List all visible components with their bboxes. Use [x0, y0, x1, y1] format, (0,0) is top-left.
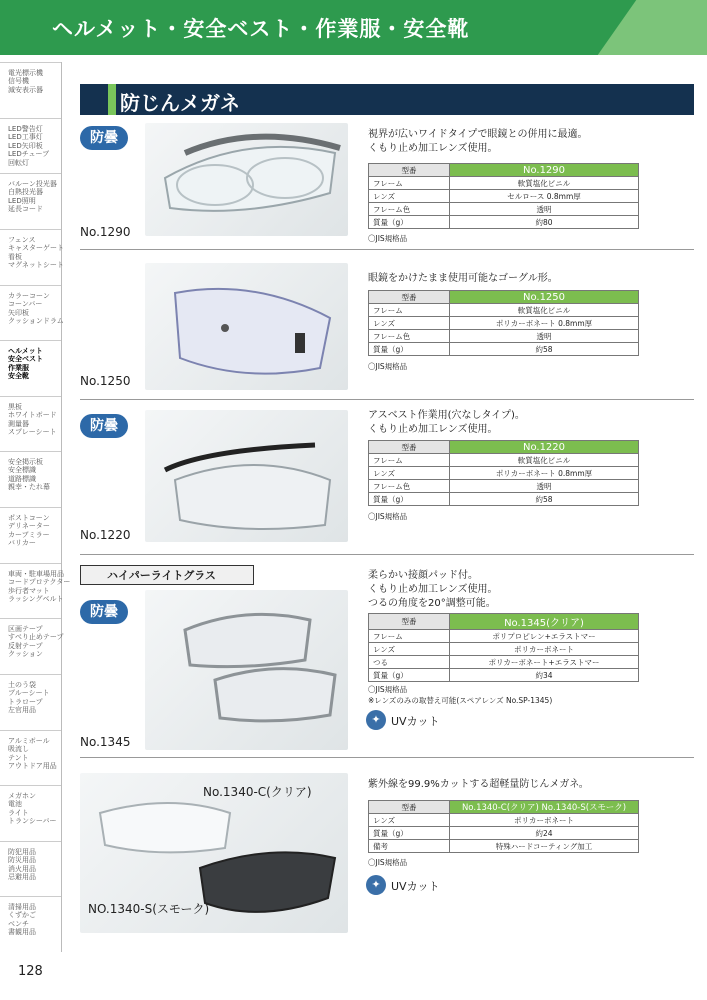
sidebar-category-label: 延長コード — [8, 205, 43, 214]
spec-row — [369, 304, 639, 317]
section-divider — [80, 757, 694, 758]
spec-value: 約58 — [450, 493, 639, 506]
description-line: 眼鏡をかけたまま使用可能なゴーグル形。 — [368, 273, 558, 284]
description-line: くもり止め加工レンズ使用。 — [368, 143, 498, 154]
product-description — [368, 409, 525, 437]
uv-label: UVカット — [391, 715, 440, 728]
spec-value: ポリカーボネート+エラストマー — [450, 656, 639, 669]
spec-table — [368, 440, 639, 506]
model-label: No.1345 — [80, 735, 131, 749]
sidebar-category[interactable] — [0, 674, 61, 730]
sidebar-category-label: LEDチューブ — [8, 150, 50, 159]
page-header — [0, 0, 707, 55]
sidebar-category-label: ベンチ — [8, 919, 29, 928]
spec-row — [369, 454, 639, 467]
section-divider — [80, 554, 694, 555]
sidebar-category-label: 回転灯 — [8, 158, 29, 167]
spec-row — [369, 203, 639, 216]
sidebar-category-label: キャスターゲート — [8, 244, 64, 253]
section-divider — [80, 249, 694, 250]
sidebar-category-label: 安全ベスト — [8, 355, 43, 364]
spec-key: 質量（g） — [369, 493, 450, 506]
sidebar-category-label: 電池 — [8, 800, 22, 809]
spec-value: 約24 — [450, 827, 639, 840]
sidebar-category-label: 親幸・たれ幕 — [8, 483, 50, 492]
sidebar-category-label: スプレーシート — [8, 428, 57, 437]
section-divider — [80, 399, 694, 400]
spec-value: 特殊ハードコーティング加工 — [450, 840, 639, 853]
sidebar-category-label: 白熱投光器 — [8, 188, 43, 197]
spec-key: レンズ — [369, 317, 450, 330]
sidebar-category-label: クッション — [8, 650, 43, 659]
spec-value: 透明 — [450, 480, 639, 493]
model-label-clear: No.1340-C(クリア) — [203, 785, 312, 799]
page-number: 128 — [18, 964, 43, 979]
sidebar-category[interactable] — [0, 451, 61, 507]
page-title: ヘルメット・安全ベスト・作業服・安全靴 — [52, 17, 470, 41]
spec-row — [369, 814, 639, 827]
sidebar-category-label: アウトドア用品 — [8, 762, 57, 771]
jis-note: 〇JIS規格品 — [368, 685, 408, 694]
spare-lens-note: ※レンズのみの取替え可能(スペアレンズ No.SP-1345) — [368, 696, 553, 705]
sidebar-category[interactable] — [0, 62, 61, 118]
sidebar-category-label: トラロープ — [8, 697, 43, 706]
spec-value: 透明 — [450, 330, 639, 343]
sidebar-category-label: 矢印板 — [8, 308, 29, 317]
sidebar-category[interactable] — [0, 730, 61, 786]
spec-row — [369, 190, 639, 203]
spec-key: 質量（g） — [369, 216, 450, 229]
sidebar-category-label: 歩行者マット — [8, 586, 50, 595]
spec-row — [369, 343, 639, 356]
product-description — [368, 272, 558, 286]
spec-row — [369, 630, 639, 643]
spec-key: 質量（g） — [369, 343, 450, 356]
sidebar-category[interactable] — [0, 507, 61, 563]
sidebar-category-label: ポストコーン — [8, 514, 50, 522]
spec-key: レンズ — [369, 467, 450, 480]
spec-key: レンズ — [369, 190, 450, 203]
description-line: 柔らかい接顔パッド付。 — [368, 570, 478, 581]
spec-row — [369, 317, 639, 330]
spec-row — [369, 330, 639, 343]
uv-label: UVカット — [391, 880, 440, 893]
product-description — [368, 778, 589, 792]
sidebar-category-label: カラーコーン — [8, 292, 50, 300]
sidebar-category-label: トランシーバー — [8, 817, 57, 826]
category-sidebar — [0, 62, 71, 952]
sidebar-category-label: 電光標示機 — [8, 69, 43, 77]
spec-key: 型番 — [369, 441, 450, 454]
spec-row — [369, 441, 639, 454]
spec-key: フレーム色 — [369, 203, 450, 216]
product-photo-1220 — [145, 410, 348, 542]
sidebar-category[interactable] — [0, 118, 61, 174]
spec-row — [369, 177, 639, 190]
section-accent — [108, 84, 116, 115]
spec-value: 軟質塩化ビニル — [450, 304, 639, 317]
sidebar-category-label: LED警告灯 — [8, 125, 43, 133]
glasses-illustration — [145, 590, 348, 750]
anti-fog-badge: 防曇 — [80, 600, 128, 624]
sidebar-category-label: 車両・駐車場用品 — [8, 570, 64, 578]
spec-table — [368, 163, 639, 229]
spec-key: フレーム — [369, 454, 450, 467]
sidebar-category-label: LED照明 — [8, 196, 36, 205]
sidebar-category-label: 作業服 — [8, 363, 29, 372]
spec-key: フレーム色 — [369, 480, 450, 493]
sidebar-category-label: 道路標識 — [8, 474, 36, 483]
spec-table — [368, 290, 639, 356]
sidebar-category-label: 忌避用品 — [8, 873, 36, 882]
spec-table — [368, 613, 639, 682]
sidebar-category[interactable] — [0, 285, 64, 341]
spec-value: ポリカーボネート — [450, 814, 639, 827]
spec-value: No.1290 — [450, 164, 639, 177]
spec-row — [369, 164, 639, 177]
sidebar-category-label: カーブミラー — [8, 530, 50, 539]
sidebar-category-label: バリカー — [8, 539, 36, 548]
product-photo-1250 — [145, 263, 348, 390]
product-description — [368, 569, 497, 611]
spec-key: フレーム — [369, 630, 450, 643]
spec-table — [368, 800, 639, 853]
sidebar-category-label: 黒板 — [8, 403, 22, 411]
sidebar-category-label: 吸流し — [8, 745, 29, 754]
product-line-heading: ハイパーライトグラス — [80, 565, 254, 585]
sidebar-category-label: 減安表示器 — [8, 85, 43, 94]
spec-value: No.1340-C(クリア) No.1340-S(スモーク) — [450, 801, 639, 814]
description-line: 視界が広いワイドタイプで眼鏡との併用に最適。 — [368, 129, 588, 140]
sidebar-category-label: 信号機 — [8, 77, 29, 86]
spec-row — [369, 643, 639, 656]
sidebar-category[interactable] — [0, 618, 64, 674]
spec-value: No.1220 — [450, 441, 639, 454]
sidebar-category-label: 消火用品 — [8, 864, 36, 873]
sidebar-category-label: 区画テープ — [8, 625, 43, 633]
spec-row — [369, 669, 639, 682]
spec-row — [369, 614, 639, 630]
spec-value: ポリカーボネート 0.8mm厚 — [450, 317, 639, 330]
spec-row — [369, 493, 639, 506]
spec-value: セルロース 0.8mm厚 — [450, 190, 639, 203]
sidebar-category-label: ブルーシート — [8, 689, 50, 698]
spec-key: レンズ — [369, 814, 450, 827]
goggle-illustration — [145, 263, 348, 390]
jis-note: 〇JIS規格品 — [368, 858, 408, 867]
spec-value: 軟質塩化ビニル — [450, 454, 639, 467]
uv-icon: ✦ — [366, 710, 386, 730]
sidebar-category-label: デリネーター — [8, 522, 50, 531]
product-description — [368, 128, 588, 156]
spec-value: 透明 — [450, 203, 639, 216]
sidebar-category[interactable] — [0, 173, 61, 229]
sidebar-category-label: 看板 — [8, 252, 22, 261]
sidebar-category-label: メガホン — [8, 792, 36, 800]
product-photo-1345 — [145, 590, 348, 750]
spec-value: ポリカーボネート 0.8mm厚 — [450, 467, 639, 480]
goggle-illustration — [145, 123, 348, 236]
spec-key: 型番 — [369, 164, 450, 177]
sidebar-category[interactable] — [0, 340, 61, 396]
sidebar-category-label: ホワイトボード — [8, 411, 57, 420]
uv-icon: ✦ — [366, 875, 386, 895]
sidebar-category-label: バルーン投光器 — [8, 180, 57, 188]
sidebar-category-label: くずかご — [8, 911, 36, 920]
model-label: No.1220 — [80, 528, 131, 542]
sidebar-category-label: テント — [8, 753, 29, 762]
sidebar-category-label: 安全標識 — [8, 466, 36, 475]
sidebar-category-label: 反射テープ — [8, 641, 43, 650]
sidebar-category-label: LED矢印板 — [8, 141, 43, 150]
goggle-illustration — [145, 410, 348, 542]
spec-key: 型番 — [369, 291, 450, 304]
sidebar-category[interactable] — [0, 396, 61, 452]
sidebar-category[interactable] — [0, 785, 61, 841]
sidebar-category-label: 測量器 — [8, 419, 29, 428]
sidebar-category-label: 土のう袋 — [8, 681, 36, 689]
spec-key: 型番 — [369, 801, 450, 814]
anti-fog-badge: 防曇 — [80, 126, 128, 150]
spec-value: 約34 — [450, 669, 639, 682]
spec-row — [369, 480, 639, 493]
header-decoration — [598, 0, 707, 55]
spec-key: つる — [369, 656, 450, 669]
jis-note: 〇JIS規格品 — [368, 362, 408, 371]
spec-value: ポリカーボネート — [450, 643, 639, 656]
sidebar-category-label: コードプロテクター — [8, 578, 71, 587]
jis-note: 〇JIS規格品 — [368, 512, 408, 521]
spec-row — [369, 291, 639, 304]
sidebar-category-label: すべり止めテープ — [8, 633, 64, 642]
sidebar-category-label: 安全靴 — [8, 372, 29, 381]
sidebar-category-label: 安全掲示板 — [8, 458, 43, 466]
spec-value: No.1345(クリア) — [450, 614, 639, 630]
spec-row — [369, 656, 639, 669]
section-title-bar — [80, 84, 694, 115]
sidebar-category-label: ヘルメット — [8, 347, 43, 355]
spec-key: 質量（g） — [369, 827, 450, 840]
spec-row — [369, 840, 639, 853]
jis-note: 〇JIS規格品 — [368, 234, 408, 243]
description-line: くもり止め加工レンズ使用。 — [368, 424, 498, 435]
spec-row — [369, 467, 639, 480]
sidebar-category-label: 防災用品 — [8, 856, 36, 865]
spec-row — [369, 216, 639, 229]
spec-value: 約58 — [450, 343, 639, 356]
spec-row — [369, 801, 639, 814]
model-label: No.1250 — [80, 374, 131, 388]
sidebar-category[interactable] — [0, 563, 71, 619]
sidebar-category[interactable] — [0, 896, 61, 952]
spec-value: 軟質塩化ビニル — [450, 177, 639, 190]
section-title: 防じんメガネ — [120, 91, 240, 115]
sidebar-category-label: 書観用品 — [8, 928, 36, 937]
spec-key: フレーム色 — [369, 330, 450, 343]
spec-key: フレーム — [369, 177, 450, 190]
sidebar-category-label: ライト — [8, 808, 29, 817]
spec-value: No.1250 — [450, 291, 639, 304]
spec-key: レンズ — [369, 643, 450, 656]
description-line: 紫外線を99.9%カットする超軽量防じんメガネ。 — [368, 779, 589, 790]
product-photo-1290 — [145, 123, 348, 236]
description-line: アスベスト作業用(穴なしタイプ)。 — [368, 410, 525, 421]
sidebar-category-label: LED工事灯 — [8, 133, 43, 142]
sidebar-category-label: フェンス — [8, 236, 36, 244]
sidebar-category-label: 清掃用品 — [8, 903, 36, 911]
model-label-smoke: NO.1340-S(スモーク) — [88, 902, 210, 916]
sidebar-category-label: コーンバー — [8, 300, 43, 309]
sidebar-category-label: 防犯用品 — [8, 848, 36, 856]
description-line: つるの角度を20°調整可能。 — [368, 598, 496, 609]
spec-row — [369, 827, 639, 840]
sidebar-category-label: ラッシングベルト — [8, 595, 64, 604]
model-label: No.1290 — [80, 225, 131, 239]
spec-key: 備考 — [369, 840, 450, 853]
description-line: くもり止め加工レンズ使用。 — [368, 584, 498, 595]
spec-key: 型番 — [369, 614, 450, 630]
spec-key: フレーム — [369, 304, 450, 317]
sidebar-category-label: クッションドラム — [8, 317, 64, 326]
sidebar-category[interactable] — [0, 841, 61, 897]
sidebar-category[interactable] — [0, 229, 64, 285]
anti-fog-badge: 防曇 — [80, 414, 128, 438]
sidebar-category-label: 左官用品 — [8, 706, 36, 715]
sidebar-category-label: アルミボール — [8, 737, 50, 745]
spec-value: ポリプロピレン+エラストマー — [450, 630, 639, 643]
spec-key: 質量（g） — [369, 669, 450, 682]
spec-value: 約80 — [450, 216, 639, 229]
sidebar-category-label: マグネットシート — [8, 261, 64, 270]
